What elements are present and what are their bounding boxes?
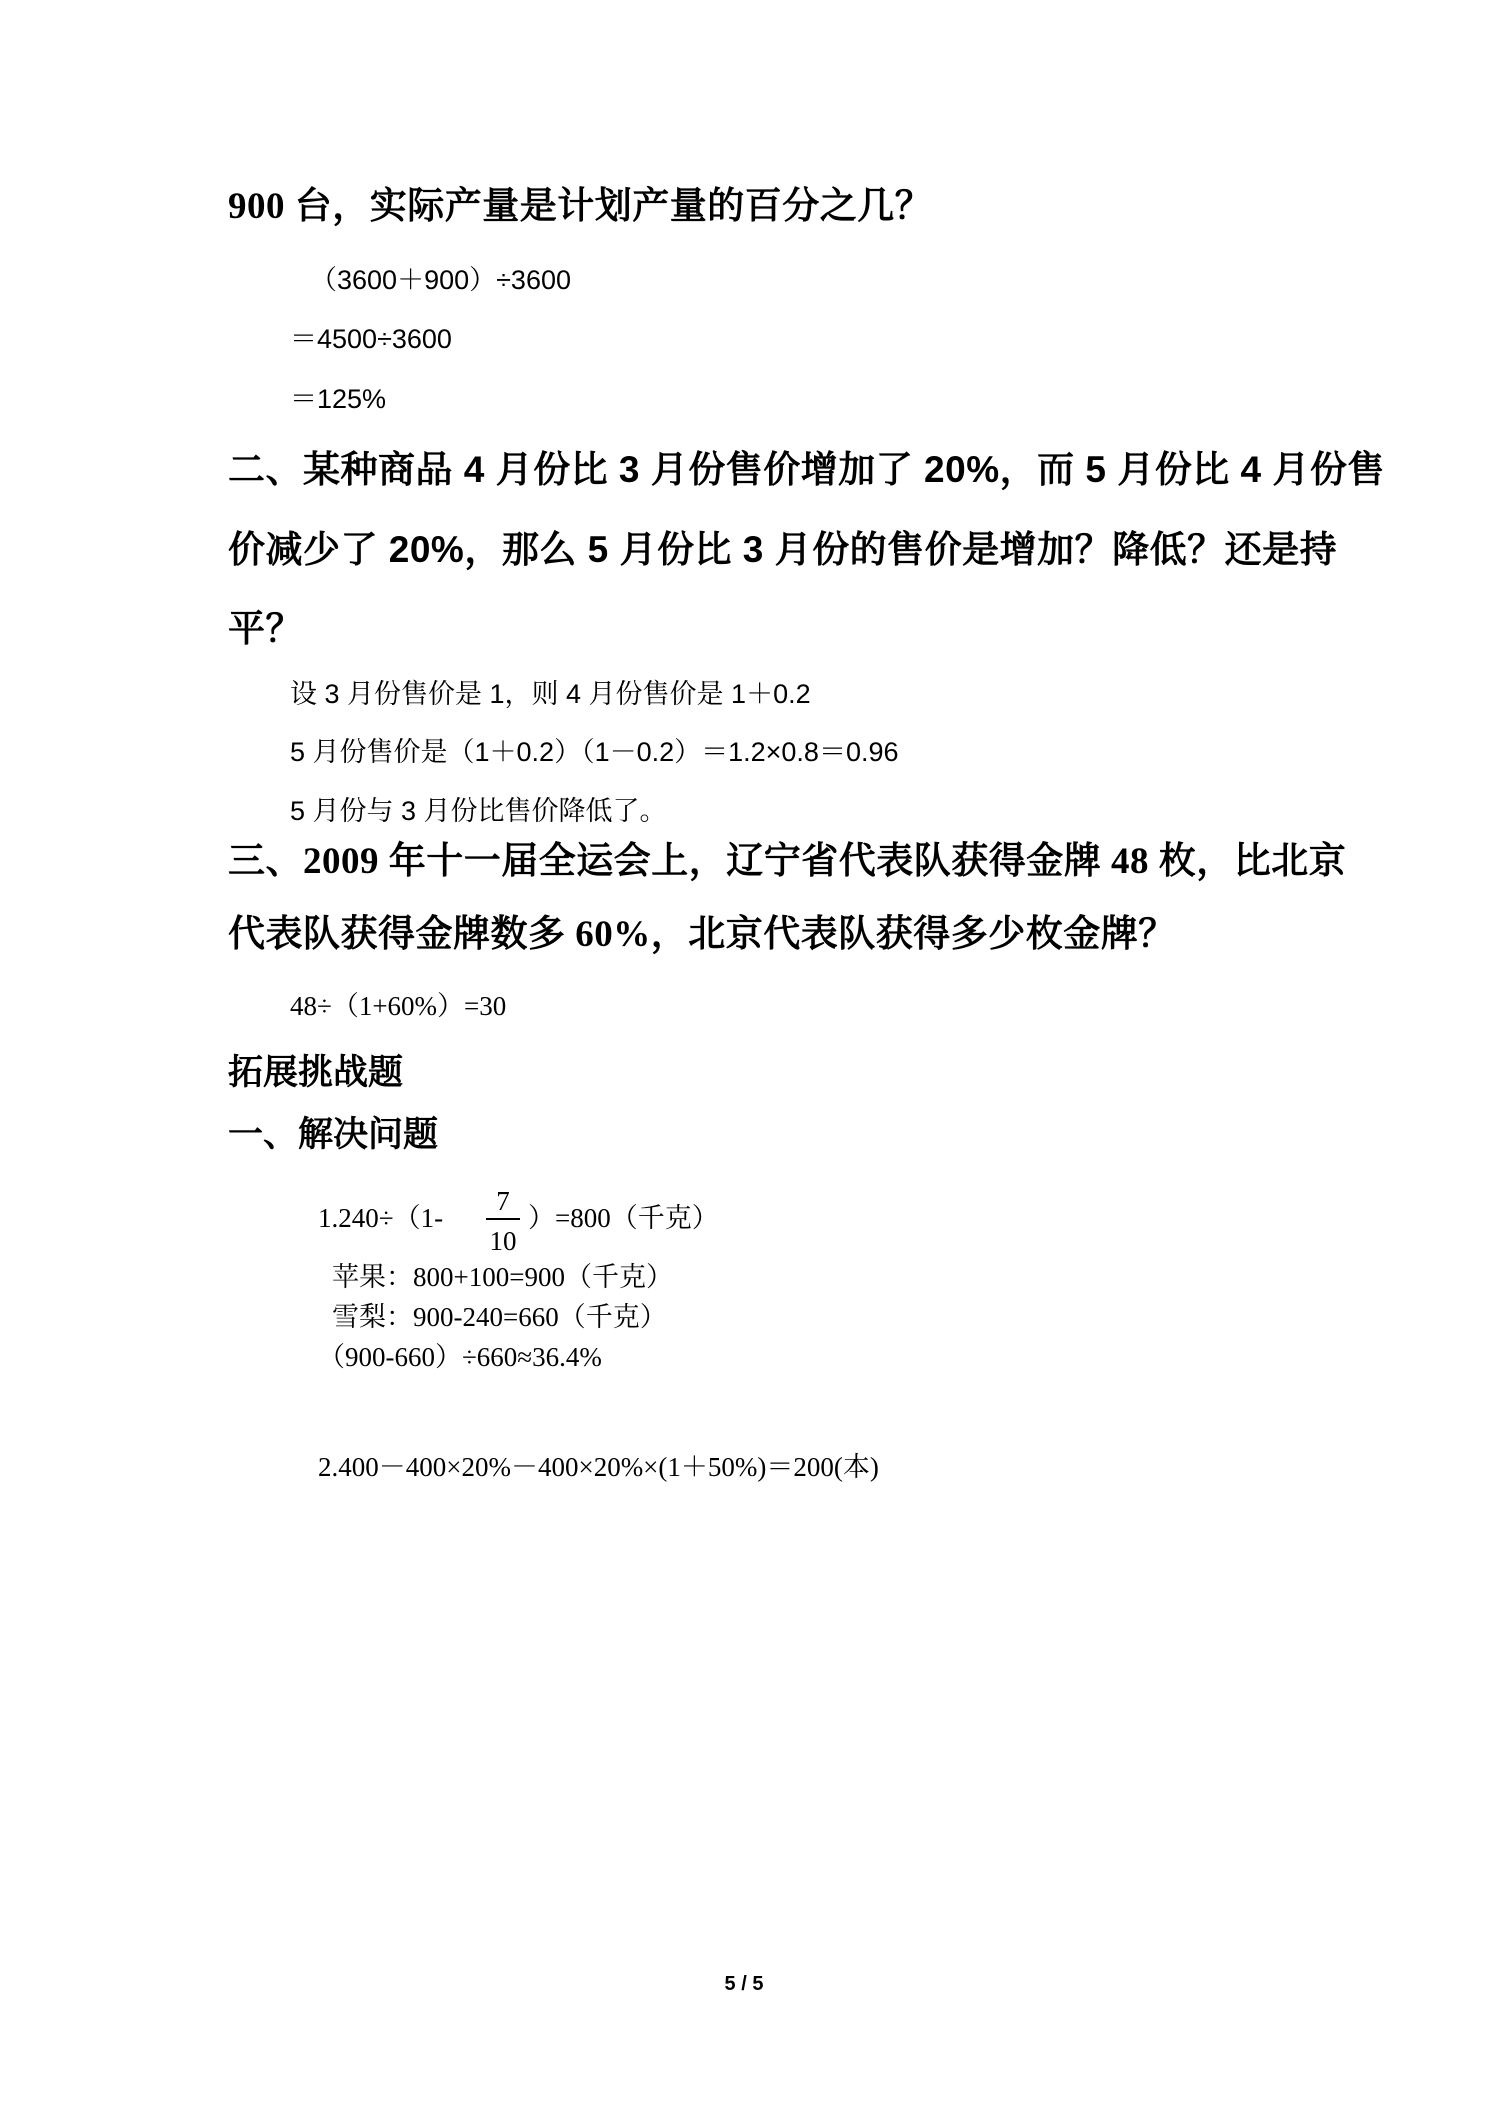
page-number: 5 / 5 <box>724 1973 764 1995</box>
solution-line: 雪梨：900-240=660（千克） <box>332 1302 667 1332</box>
fraction-bar <box>486 1218 520 1220</box>
problem-3-line-1: 三、2009 年十一届全运会上，辽宁省代表队获得金牌 48 枚，比北京 <box>228 841 1347 882</box>
section-heading: 拓展挑战题 <box>228 1053 404 1092</box>
solution-line: 5 月份售价是（1＋0.2）（1－0.2）＝1.2×0.8＝0.96 <box>290 737 899 767</box>
fraction-numerator: 7 <box>496 1186 510 1216</box>
solution-line: 2.400－400×20%－400×20%×(1＋50%)＝200(本) <box>318 1452 879 1482</box>
problem-2-line-3: 平？ <box>228 608 303 649</box>
solution-line: 48÷（1+60%）=30 <box>290 991 507 1021</box>
fraction-denominator: 10 <box>489 1226 517 1256</box>
solution-line: ＝125% <box>290 384 387 414</box>
solution-line: ）=800（千克） <box>528 1203 719 1233</box>
solution-line: （900-660）÷660≈36.4% <box>318 1342 602 1372</box>
problem-text-line: 900 台，实际产量是计划产量的百分之几？ <box>228 186 933 227</box>
solution-line: 1.240÷（1- <box>318 1203 444 1233</box>
solution-line: 苹果：800+100=900（千克） <box>332 1262 673 1292</box>
solution-line: 设 3 月份售价是 1，则 4 月份售价是 1＋0.2 <box>290 679 811 709</box>
solution-line: 5 月份与 3 月份比售价降低了。 <box>290 796 667 826</box>
problem-2-line-1: 二、某种商品 4 月份比 3 月份售价增加了 20%，而 5 月份比 4 月份售 <box>228 449 1385 490</box>
problem-3-line-2: 代表队获得金牌数多 60%，北京代表队获得多少枚金牌？ <box>228 914 1176 955</box>
solution-line: （3600＋900）÷3600 <box>310 265 571 295</box>
problem-2-line-2: 价减少了 20%，那么 5 月份比 3 月份的售价是增加？降低？还是持 <box>228 529 1338 570</box>
solution-line: ＝4500÷3600 <box>290 324 452 354</box>
subsection-heading: 一、解决问题 <box>228 1115 439 1154</box>
